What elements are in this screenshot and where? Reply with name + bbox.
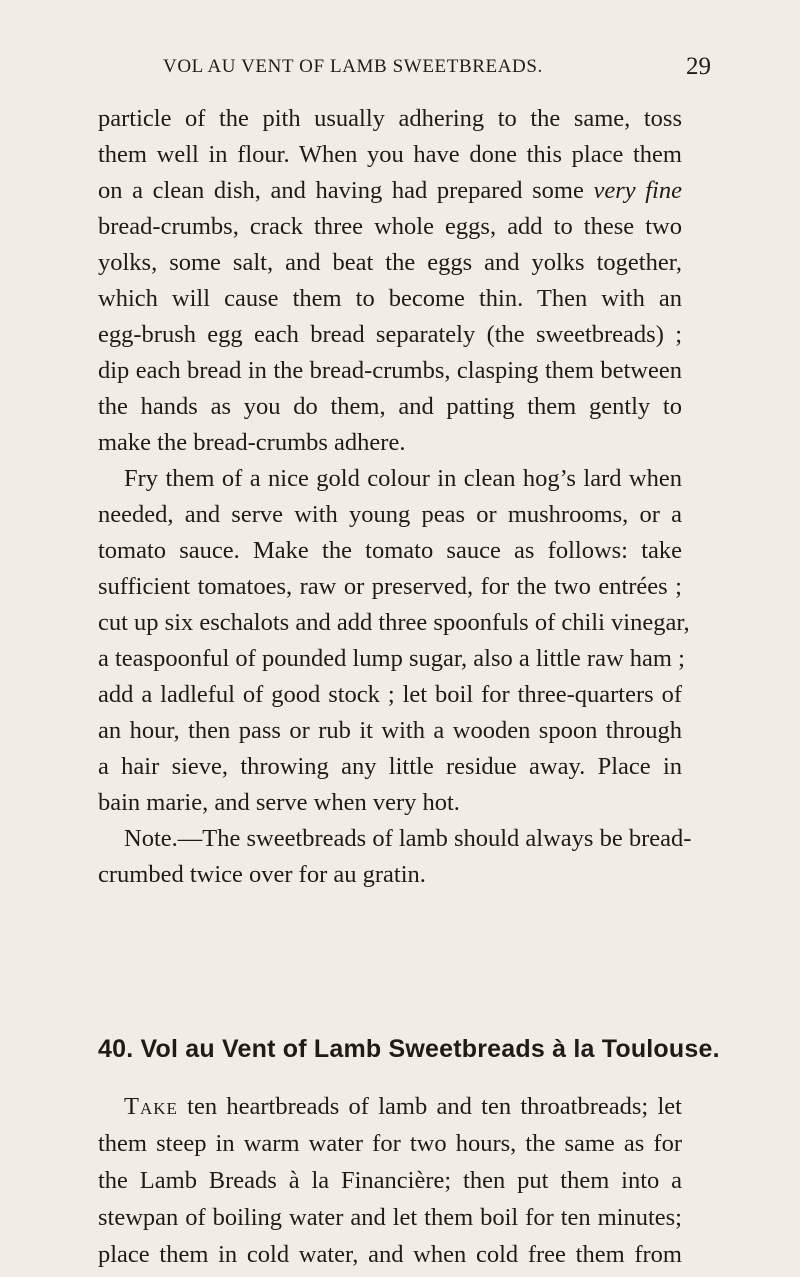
text-span: on a clean dish, and having had prepared some (98, 177, 584, 204)
text-line: egg-brush egg each bread separately (the sweetbreads) ; (98, 321, 682, 348)
text-line: the Lamb Breads à la Financière; then put them into a (98, 1167, 682, 1194)
text-span: ten heartbreads of lamb and ten throatbreads; let (177, 1093, 682, 1120)
text-line: the hands as you do them, and patting them gently to (98, 393, 682, 420)
text-line: an hour, then pass or rub it with a wooden spoon through (98, 717, 682, 744)
page-number: 29 (686, 53, 711, 80)
text-line: tomato sauce. Make the tomato sauce as follows: take (98, 537, 682, 564)
text-line: them steep in warm water for two hours, the same as for (98, 1130, 682, 1157)
text-line: sufficient tomatoes, raw or preserved, for the two entrées ; (98, 573, 682, 600)
text-line: add a ladleful of good stock ; let boil for three-quarters of (98, 681, 682, 708)
text-line: yolks, some salt, and beat the eggs and yolks together, (98, 249, 682, 276)
text-line: Fry them of a nice gold colour in clean hog’s lard when (124, 465, 682, 492)
text-line: crumbed twice over for au gratin. (98, 861, 426, 888)
italic-text: very fine (593, 177, 682, 204)
text-line: make the bread-crumbs adhere. (98, 429, 406, 456)
text-line (124, 1090, 682, 1124)
text-line: Note.—The sweetbreads of lamb should always be bread- (124, 825, 692, 852)
text-line: dip each bread in the bread-crumbs, clasping them between (98, 357, 682, 384)
running-head: VOL AU VENT OF LAMB SWEETBREADS. (163, 56, 543, 77)
text-line: cut up six eschalots and add three spoonfuls of chili vinegar, (98, 609, 690, 636)
lead-word: Take (124, 1093, 178, 1120)
recipe-heading: 40. Vol au Vent of Lamb Sweetbreads à la Toulouse. (98, 1035, 720, 1063)
text-line: bread-crumbs, crack three whole eggs, add to these two (98, 213, 682, 240)
text-line: particle of the pith usually adhering to the same, toss (98, 105, 682, 132)
text-line: needed, and serve with young peas or mushrooms, or a (98, 501, 682, 528)
text-line: them well in flour. When you have done this place them (98, 141, 682, 168)
text-line: bain marie, and serve when very hot. (98, 789, 460, 816)
text-line: stewpan of boiling water and let them boil for ten minutes; (98, 1204, 682, 1231)
text-line: place them in cold water, and when cold free them from (98, 1241, 682, 1268)
text-line: a teaspoonful of pounded lump sugar, also a little raw ham ; (98, 645, 685, 672)
text-line: which will cause them to become thin. Then with an (98, 285, 682, 312)
text-line (98, 174, 682, 208)
text-line: a hair sieve, throwing any little residue away. Place in (98, 753, 682, 780)
